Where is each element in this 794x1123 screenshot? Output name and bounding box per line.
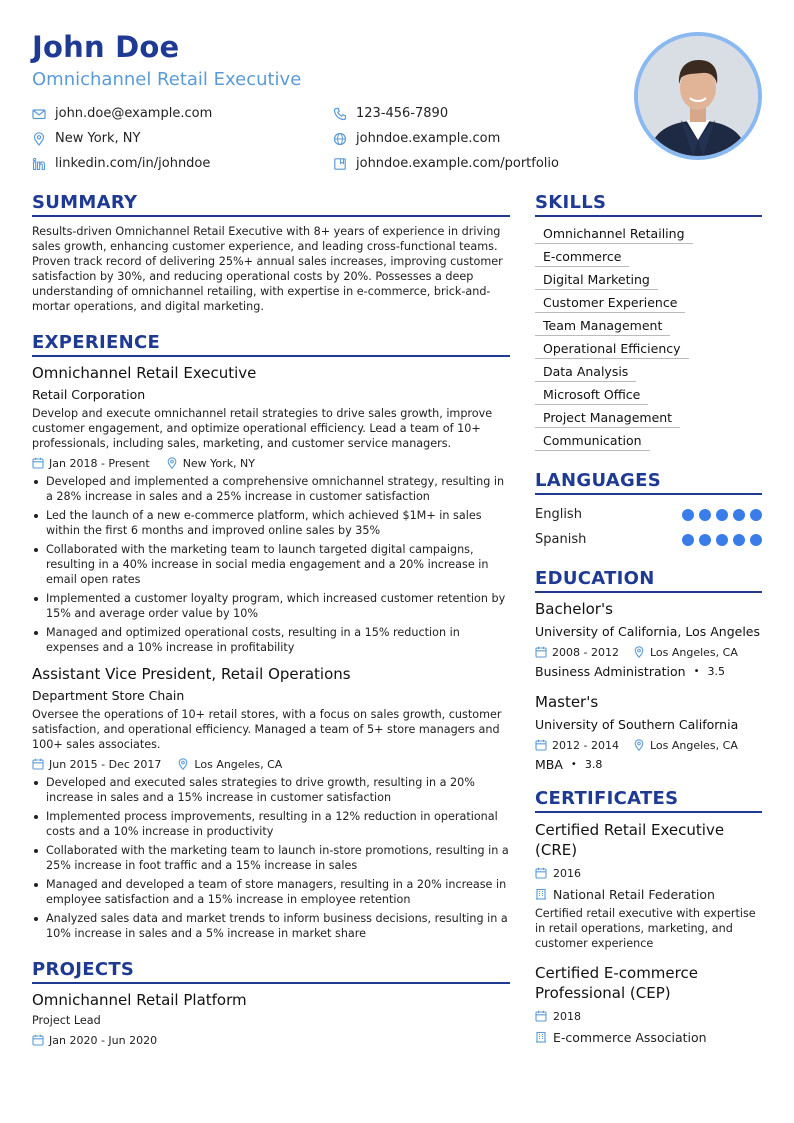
cert-year: 2016 — [553, 866, 581, 880]
skills-section — [535, 192, 762, 454]
education-heading: EDUCATION — [535, 568, 762, 593]
edu-school: University of Southern California — [535, 717, 739, 732]
cert-meta — [535, 1008, 762, 1024]
list-item: Implemented a customer loyalty program, which increased customer retention by 15% and average order value by 10% — [32, 591, 510, 621]
education-section — [535, 568, 762, 772]
level-dot — [716, 534, 728, 546]
location-pin-icon — [32, 132, 46, 146]
language-level — [677, 534, 762, 546]
linkedin-icon — [32, 157, 46, 171]
location-text: New York, NY — [55, 131, 141, 146]
level-dot — [750, 509, 762, 521]
job-location: New York, NY — [182, 456, 255, 470]
summary-section — [32, 192, 510, 314]
level-dot — [699, 534, 711, 546]
skill-tag: Customer Experience — [535, 293, 685, 313]
phone-icon — [333, 107, 347, 121]
level-dot — [750, 534, 762, 546]
edu-location: Los Angeles, CA — [649, 645, 738, 659]
job-meta — [32, 756, 510, 772]
edu-location: Los Angeles, CA — [649, 738, 738, 752]
cert-meta — [535, 865, 762, 881]
education-entry — [535, 693, 762, 772]
job-company: Department Store Chain — [32, 688, 185, 703]
skills-list — [535, 224, 762, 454]
job-title: Omnichannel Retail Executive — [32, 364, 257, 382]
language-level — [677, 509, 762, 521]
cert-org: National Retail Federation — [553, 886, 715, 902]
job-dates: Jun 2015 - Dec 2017 — [49, 757, 162, 771]
job-bullets — [32, 474, 510, 655]
contact-left — [32, 101, 212, 176]
edu-degree: Master's — [535, 693, 599, 711]
edu-degree: Bachelor's — [535, 600, 613, 618]
cert-description: Certified retail executive with expertise in retail operations, marketing, and customer experience — [535, 907, 756, 950]
summary-heading: SUMMARY — [32, 192, 510, 217]
job-location: Los Angeles, CA — [194, 757, 283, 771]
education-entry — [535, 600, 762, 679]
contact-right — [333, 101, 559, 176]
profile-photo — [634, 32, 762, 160]
building-icon — [535, 888, 547, 900]
job-entry — [32, 364, 510, 655]
cert-name: Certified Retail Executive (CRE) — [535, 821, 725, 859]
skill-tag: Microsoft Office — [535, 385, 648, 405]
projects-section — [32, 959, 510, 1048]
contact-linkedin[interactable] — [32, 151, 212, 176]
location-pin-icon — [166, 457, 178, 469]
edu-school: University of California, Los Angeles — [535, 624, 761, 639]
job-bullets — [32, 775, 510, 941]
list-item: Managed and developed a team of store managers, resulting in a 20% increase in employee satisfaction and a 15% increase in employee retention — [32, 877, 510, 907]
calendar-icon — [32, 758, 44, 770]
calendar-icon — [535, 646, 547, 658]
level-dot — [733, 534, 745, 546]
right-column — [535, 192, 762, 1046]
job-description: Develop and execute omnichannel retail strategies to drive sales growth, improve customer engagement, and optimize operational efficiency. Lead a team of 10+ professionals, including sales, marketing, and customer service managers. — [32, 407, 493, 450]
job-company: Retail Corporation — [32, 387, 146, 402]
cert-name: Certified E-commerce Professional (CEP) — [535, 964, 698, 1002]
language-row — [535, 527, 762, 552]
location-pin-icon — [633, 646, 645, 658]
contact-email[interactable] — [32, 101, 212, 126]
location-pin-icon — [177, 758, 189, 770]
list-item: Implemented process improvements, resulting in a 12% reduction in operational costs and a 10% increase in productivity — [32, 809, 510, 839]
skill-tag: Omnichannel Retailing — [535, 224, 693, 244]
level-dot — [682, 509, 694, 521]
contact-website[interactable] — [333, 126, 559, 151]
languages-heading: LANGUAGES — [535, 470, 762, 495]
language-name: Spanish — [535, 532, 587, 547]
level-dot — [716, 509, 728, 521]
level-dot — [699, 509, 711, 521]
skills-heading: SKILLS — [535, 192, 762, 217]
phone-text: 123-456-7890 — [356, 106, 449, 121]
portfolio-icon — [333, 157, 347, 171]
building-icon — [535, 1031, 547, 1043]
language-row — [535, 502, 762, 527]
project-title: Omnichannel Retail Platform — [32, 991, 247, 1009]
separator: • — [570, 759, 577, 770]
calendar-icon — [535, 867, 547, 879]
edu-meta — [535, 644, 762, 660]
contact-location — [32, 126, 212, 151]
website-text: johndoe.example.com — [356, 131, 501, 146]
certificates-heading: CERTIFICATES — [535, 788, 762, 813]
skill-tag: Team Management — [535, 316, 670, 336]
languages-section — [535, 470, 762, 552]
project-dates: Jan 2020 - Jun 2020 — [49, 1033, 158, 1047]
calendar-icon — [535, 739, 547, 751]
skill-tag: Digital Marketing — [535, 270, 658, 290]
calendar-icon — [535, 1010, 547, 1022]
skill-tag: Data Analysis — [535, 362, 636, 382]
list-item: Led the launch of a new e-commerce platform, which achieved $1M+ in sales within the first 6 months and improved online sales by 35% — [32, 508, 510, 538]
calendar-icon — [32, 457, 44, 469]
edu-dates: 2012 - 2014 — [552, 738, 619, 752]
cert-org-row — [535, 885, 762, 903]
list-item: Collaborated with the marketing team to launch targeted digital campaigns, resulting in a 40% increase in social media engagement and a 20% increase in email open rates — [32, 542, 510, 587]
certificate-entry — [535, 963, 762, 1046]
edu-field: MBA — [535, 757, 563, 772]
certificates-section — [535, 788, 762, 1046]
edu-field-row — [535, 664, 762, 679]
skill-tag: Communication — [535, 431, 650, 451]
mail-icon — [32, 107, 46, 121]
skill-tag: Operational Efficiency — [535, 339, 689, 359]
cert-org-row — [535, 1028, 762, 1046]
linkedin-text: linkedin.com/in/johndoe — [55, 156, 211, 171]
list-item: Managed and optimized operational costs, resulting in a 15% reduction in expenses and a 10% increase in profitability — [32, 625, 510, 655]
experience-heading: EXPERIENCE — [32, 332, 510, 357]
project-role: Project Lead — [32, 1014, 101, 1027]
level-dot — [682, 534, 694, 546]
job-entry — [32, 665, 510, 941]
left-column — [32, 192, 510, 1048]
job-title: Assistant Vice President, Retail Operations — [32, 665, 351, 683]
edu-meta — [535, 737, 762, 753]
portfolio-text: johndoe.example.com/portfolio — [356, 156, 559, 171]
list-item: Developed and executed sales strategies to drive growth, resulting in a 20% increase in sales and a 15% increase in customer satisfaction — [32, 775, 510, 805]
separator: • — [693, 666, 700, 677]
contact-portfolio[interactable] — [333, 151, 559, 176]
job-dates: Jan 2018 - Present — [49, 456, 150, 470]
person-portrait-icon — [638, 36, 758, 156]
edu-field-row — [535, 757, 762, 772]
globe-icon — [333, 132, 347, 146]
list-item: Developed and implemented a comprehensive omnichannel strategy, resulting in a 28% increase in sales and a 25% increase in customer satisfaction — [32, 474, 510, 504]
experience-section — [32, 332, 510, 941]
list-item: Analyzed sales data and market trends to inform business decisions, resulting in a 10% increase in sales and a 5% increase in market share — [32, 911, 510, 941]
contact-phone[interactable] — [333, 101, 559, 126]
email-text: john.doe@example.com — [55, 106, 213, 121]
level-dot — [733, 509, 745, 521]
edu-gpa: 3.5 — [707, 665, 725, 678]
language-name: English — [535, 507, 582, 522]
summary-text: Results-driven Omnichannel Retail Executive with 8+ years of experience in driving sales growth, enhancing customer experience, and leading cross-functional teams. Proven track record of delivering 25%+ annual sales increases, improving customer satisfaction by 30%, and reducing operational costs by 20%. Possesses a deep understanding of omnichannel retailing, with expertise in e-commerce, brick-and-mortar operations, and digital marketing. — [32, 225, 503, 313]
certificate-entry — [535, 820, 762, 951]
calendar-icon — [32, 1034, 44, 1046]
job-meta — [32, 455, 510, 471]
cert-year: 2018 — [553, 1009, 581, 1023]
skill-tag: E-commerce — [535, 247, 629, 267]
edu-gpa: 3.8 — [584, 758, 603, 771]
cert-org: E-commerce Association — [553, 1029, 707, 1045]
project-meta — [32, 1032, 510, 1048]
candidate-name: John Doe — [32, 30, 180, 64]
edu-dates: 2008 - 2012 — [552, 645, 619, 659]
location-pin-icon — [633, 739, 645, 751]
job-description: Oversee the operations of 10+ retail stores, with a focus on sales growth, customer satisfaction, and operational efficiency. Managed a team of 5+ store managers and 100+ sales associates. — [32, 708, 502, 751]
candidate-title: Omnichannel Retail Executive — [32, 69, 302, 90]
projects-heading: PROJECTS — [32, 959, 510, 984]
edu-field: Business Administration — [535, 664, 686, 679]
list-item: Collaborated with the marketing team to launch in-store promotions, resulting in a 25% increase in foot traffic and a 15% increase in sales — [32, 843, 510, 873]
skill-tag: Project Management — [535, 408, 680, 428]
